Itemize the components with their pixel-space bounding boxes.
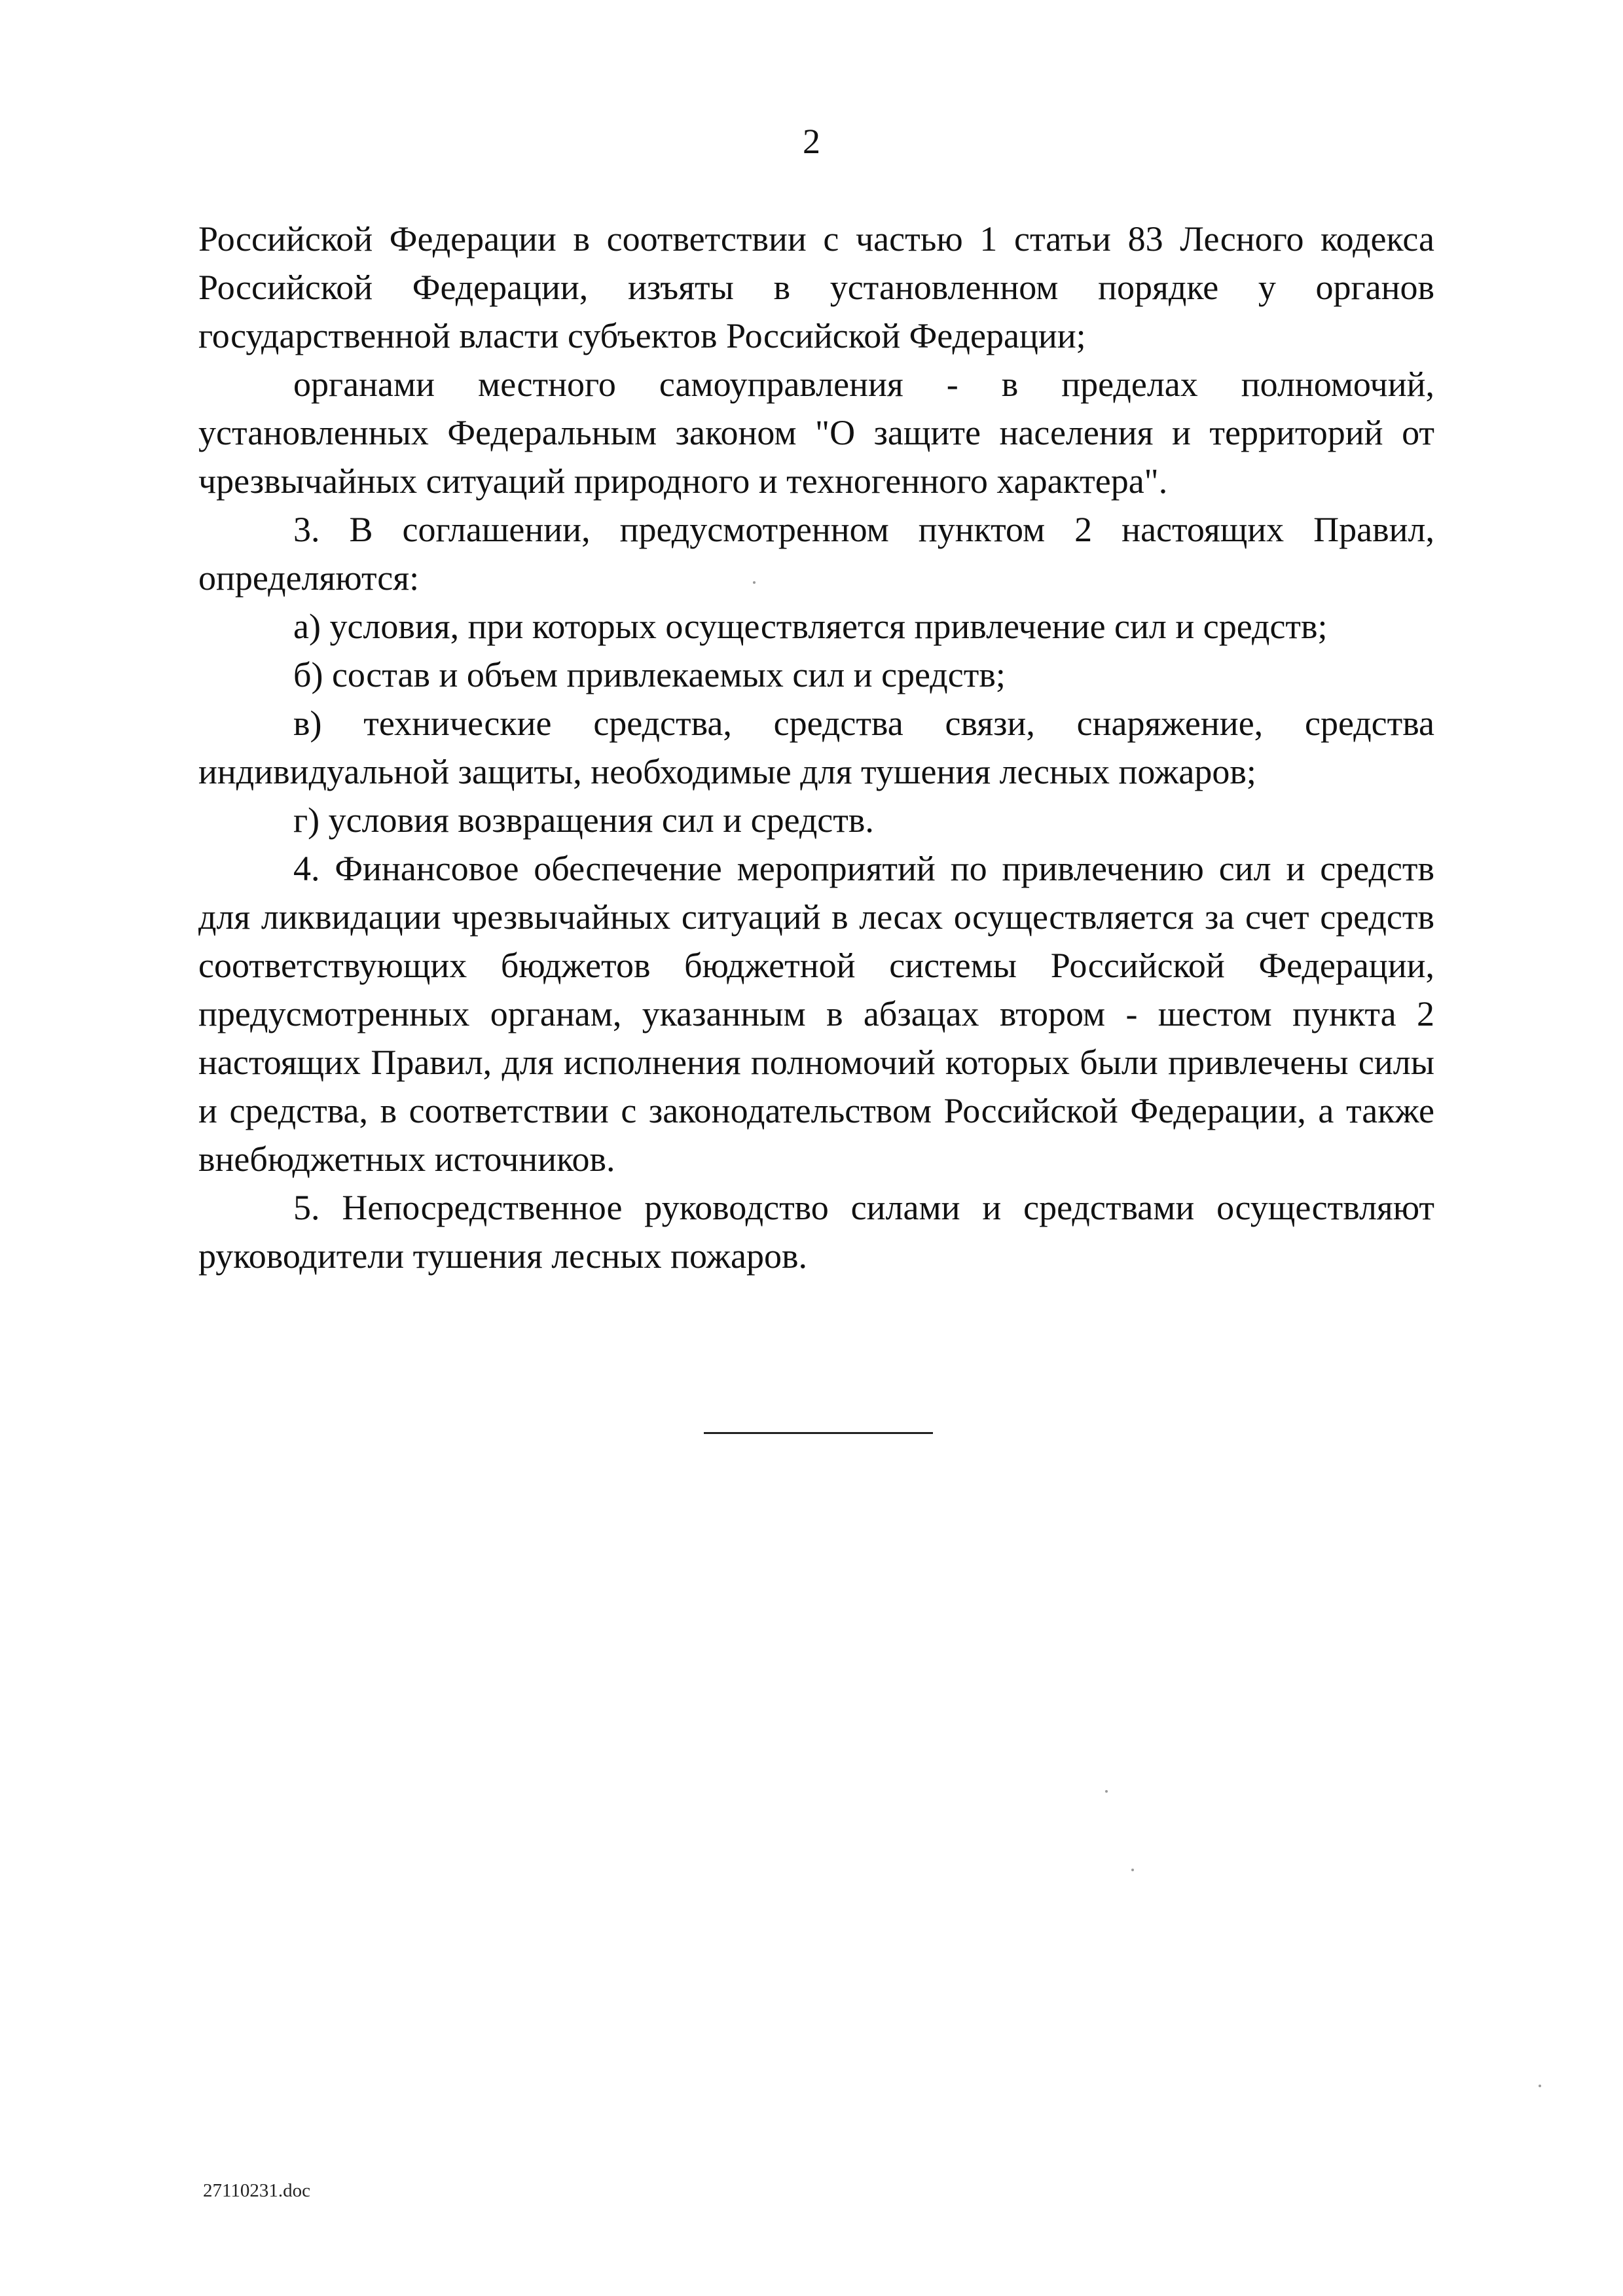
paragraph-item-3g: г) условия возвращения сил и средств. xyxy=(293,800,874,840)
scan-speck xyxy=(1131,1869,1134,1871)
scan-speck xyxy=(1105,1790,1108,1793)
page-number: 2 xyxy=(803,122,820,161)
paragraph-item-3v: в) технические средства, средства связи, снаряжение, средства индивидуальной защиты, необходимые для тушения лесных пожаров; xyxy=(198,704,1434,791)
paragraph-local-government: органами местного самоуправления - в пределах полномочий, установленных Федеральным законом "О защите населения и территорий от чрезвычайных ситуаций природного и техногенного характера". xyxy=(198,365,1434,501)
paragraph-continuation: Российской Федерации в соответствии с частью 1 статьи 83 Лесного кодекса Российской Федерации, изъяты в установленном порядке у органов государственной власти субъектов Российской Федерации; xyxy=(198,219,1434,355)
paragraph-item-4: 4. Финансовое обеспечение мероприятий по привлечению сил и средств для ликвидации чрезвычайных ситуаций в лесах осуществляется за счет средств соответствующих бюджетов бюджетной системы Российской Федерации, предусмотренных органам, указанным в абзацах втором - шестом пункта 2 настоящих Правил, для исполнения полномочий которых были привлечены силы и средства, в соответствии с законодательством Российской Федерации, а также внебюджетных источников. xyxy=(198,849,1434,1179)
document-file-code: 27110231.doc xyxy=(203,2180,311,2201)
scan-speck xyxy=(1539,2085,1541,2087)
paragraph-item-3b: б) состав и объем привлекаемых сил и средств; xyxy=(293,655,1006,694)
paragraph-item-3a: а) условия, при которых осуществляется привлечение сил и средств; xyxy=(293,607,1328,646)
scan-speck xyxy=(753,581,756,584)
end-divider-line xyxy=(704,1432,933,1434)
paragraph-item-5: 5. Непосредственное руководство силами и средствами осуществляют руководители тушения лесных пожаров. xyxy=(198,1188,1434,1276)
document-body xyxy=(198,215,1434,1280)
paragraph-item-3: 3. В соглашении, предусмотренном пунктом 2 настоящих Правил, определяются: xyxy=(198,510,1434,598)
